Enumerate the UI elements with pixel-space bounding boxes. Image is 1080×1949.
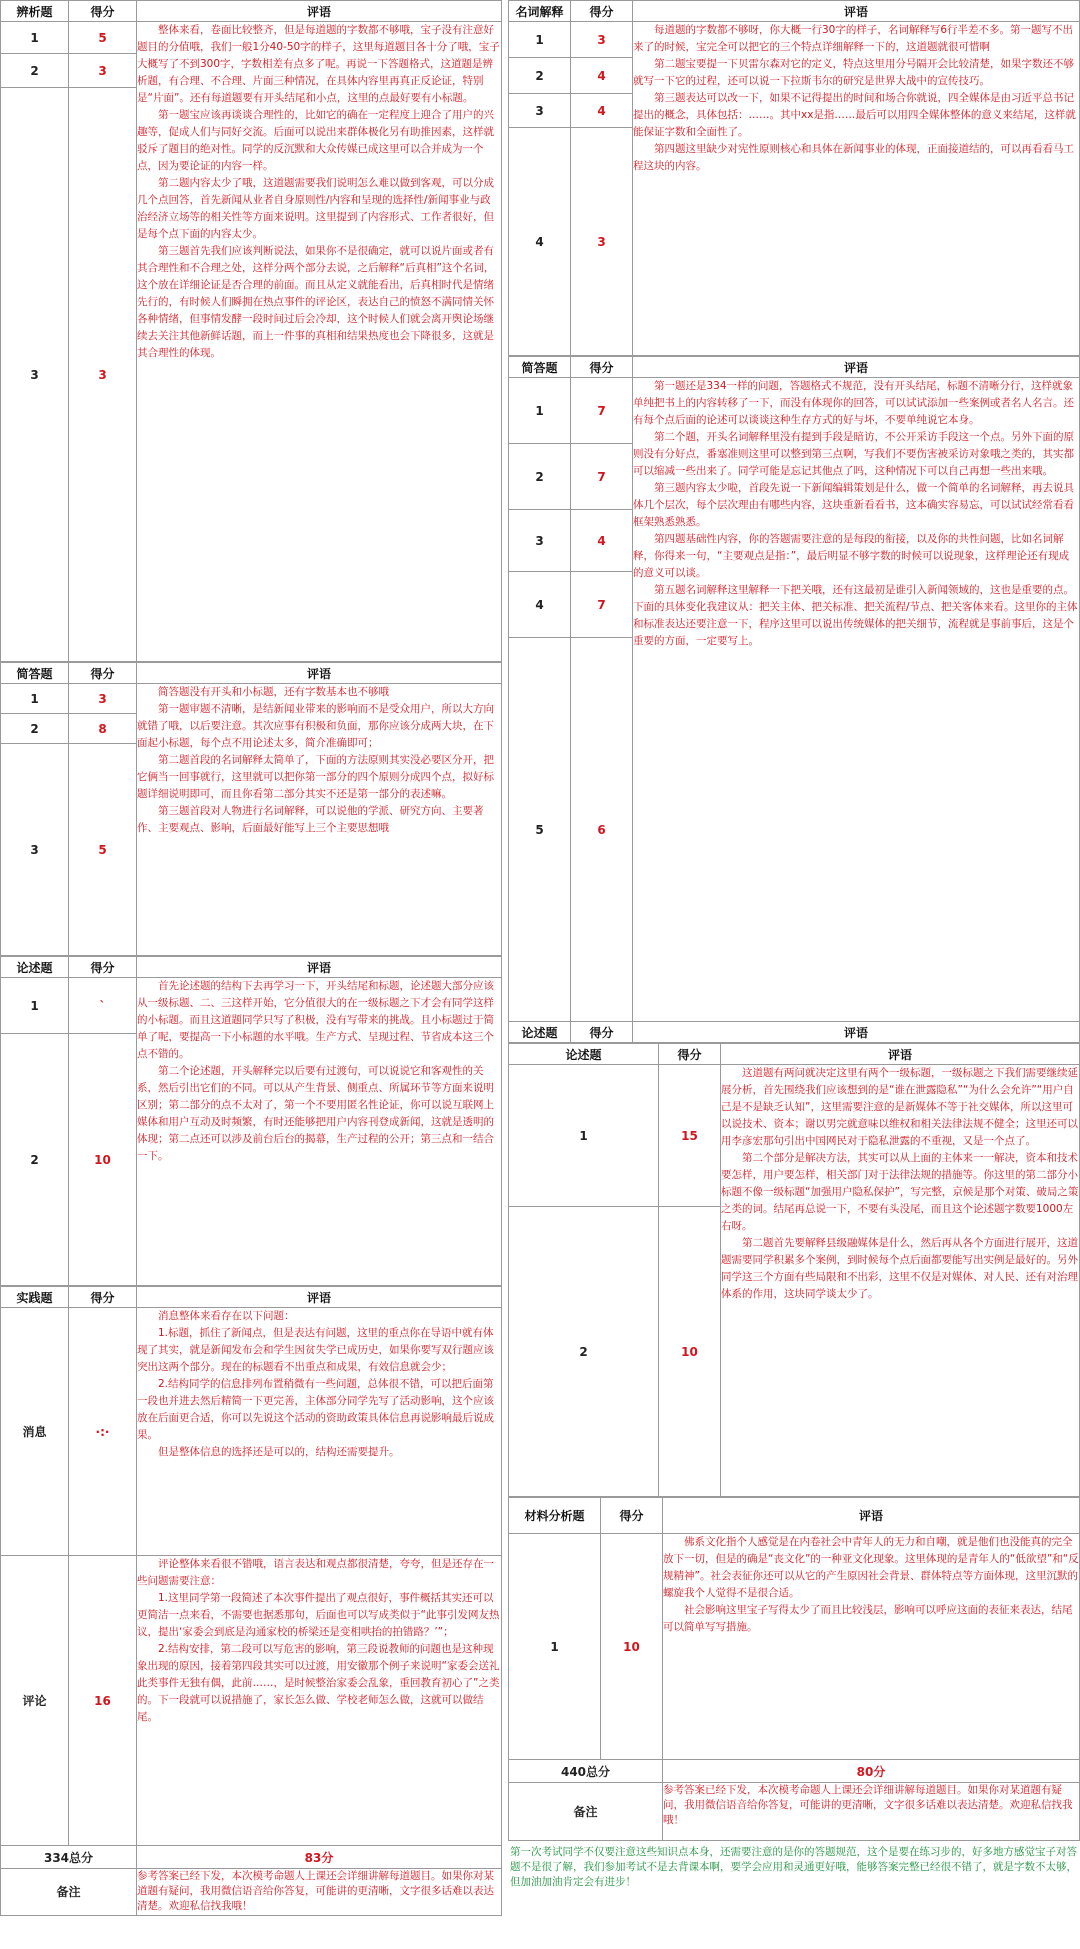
practice-comment-news <box>137 1308 502 1556</box>
total-value-440: 80分 <box>663 1760 1080 1783</box>
right-column <box>508 0 1080 1891</box>
short-left-item-3: 3 <box>1 744 69 956</box>
practice-commentary-p2: 1.这里同学第一段简述了本次事件提出了观点很好，事件概括其实还可以更简洁一点来看，不需要也据悉那句，后面也可以写成类似于“此事引发网友热议，提出‘家委会到底是沟通家校的桥梁还是变相哄抬的拍错路？’”； <box>137 1592 500 1638</box>
short-right-comment-p3: 第三题内容太少啦，首段先说一下新闻编辑策划是什么，做一个简单的名词解释，再去说具体几个层次，每个层次理由有哪些内容，这块重新看看书，这本确实容易忘，可以试试经常看看框架熟悉熟悉。 <box>633 482 1074 528</box>
essay-left-score-2: 10 <box>69 1034 137 1286</box>
essay-right-header-comment: 评语 <box>721 1044 1080 1065</box>
material-comment-p1: 佛系文化指个人感觉是在内卷社会中青年人的无力和自嘲，就是他们也没能真的完全放下一切，但是的确是“丧文化”的一种亚文化现象。这里体现的是青年人的“低欲望”和“反规精神”。社会表征你还可以从它的产生原因社会背景、群体特点等方面体现，这里沉默的螺旋我个人觉得不是很合适。 <box>663 1536 1079 1599</box>
practice-score-commentary: 16 <box>69 1556 137 1846</box>
essay-extra-header-score: 得分 <box>571 1022 633 1043</box>
terms-score-4: 3 <box>571 128 633 356</box>
essay-right-comment-p2: 第二个部分是解决方法，其实可以从上面的主体来一一解决，资本和技术要怎样，用户要怎样，相关部门对于法律法规的措施等。你这里的第二部分小标题不像一级标题“加强用户隐私保护”，写完整，京候是那个对策、破局之策之类的词。结尾再总说一下，不要有头没尾，而且这个论述题字数要1000左右呀。 <box>721 1152 1079 1232</box>
total-label-334: 334总分 <box>1 1846 137 1869</box>
analysis-item-1: 1 <box>1 22 69 54</box>
material-header-score: 得分 <box>601 1498 663 1534</box>
analysis-header-comment: 评语 <box>137 1 502 22</box>
practice-header-comment: 评语 <box>137 1287 502 1308</box>
essay-table-right <box>508 1043 1080 1497</box>
essay-left-score-1: ` <box>69 978 137 1034</box>
terms-comment-p2: 第二题宝要提一下贝雷尔森对它的定义，特点这里用分号隔开会比较清楚，如果字数还不够就写一下它的过程，还可以说一下拉斯韦尔的研究是世界大战中的宣传技巧。 <box>633 58 1074 87</box>
essay-right-comment <box>721 1065 1080 1497</box>
practice-header-item: 实践题 <box>1 1287 69 1308</box>
terms-score-2: 4 <box>571 58 633 94</box>
essay-left-comment-p2: 第二个论述题，开头解释完以后要有过渡句，可以说说它和客观性的关系，然后引出它们的不同。可以从产生背景、侧重点、所属环节等方面来说明区别；第二部分的点不太对了，第一个不要用匿名性论证，你可以说互联网上媒体和用户互动及时频繁，有时还能够把用户内容刊登成新闻，这就是透明的体现；第二点还可以涉及前台后台的揭幕，生产过程的公开；第三点和一结合一下。 <box>137 1065 494 1162</box>
essay-right-header-item: 论述题 <box>509 1044 659 1065</box>
practice-header-score: 得分 <box>69 1287 137 1308</box>
practice-comment-commentary <box>137 1556 502 1846</box>
short-right-score-5: 6 <box>571 638 633 1022</box>
terms-comment-p1: 每道题的字数都不够呀，你大概一行30字的样子，名词解释写6行半差不多。第一题写不出来了的时候，宝完全可以把它的三个特点详细解释一下的，这道题就很可惜啊 <box>633 24 1074 53</box>
essay-table-left <box>0 956 502 1286</box>
analysis-comment-p2: 第一题宝应该再谈谈合理性的，比如它的确在一定程度上迎合了用户的兴趣等，促成人们与同好交流。后面可以说出来群体极化另有助推因素，这样就驳斥了题目的绝对性。同学的反沉默和大众传媒已成这里可以合并成为一个点，因为要论证的内容一样。 <box>137 109 494 172</box>
analysis-comment-p4: 第三题首先我们应该判断说法，如果你不是很确定，就可以说片面或者有其合理性和不合理之处，这样分两个部分去说，之后解释“后真相”这个名词，这个放在详细论证是否合理的前面。而且从定义就能看出，后真相时代是情绪先行的，有时候人们瞬拥在热点事件的评论区，表达自己的愤怒不满同情关怀各种情绪，但事情发酵一段时间过后会冷却，这个时候人们就会离开舆论场继续去关注其他新鲜话题，而上一件事的真相和结果热度也会下降很多，这就是其合理性的体现。 <box>137 245 495 359</box>
practice-table <box>0 1286 502 1916</box>
analysis-header-item: 辨析题 <box>1 1 69 22</box>
essay-right-comment-p1: 这道题有两问就决定这里有两个一级标题，一级标题之下我们需要继续延展分析，首先围绕我们应该想到的是“谁在泄露隐私”“为什么会允许”“用户自己是不是缺乏认知”，这里需要注意的是新媒体不等于社交媒体，所以这里可以说技术、资本；谢以男完就意味以维权和相关法律法规不健全；这里还可以用李彦宏那句引出中国网民对于隐私泄露的不重视，又是一个点了。 <box>721 1067 1078 1147</box>
short-right-comment-p4: 第四题基础性内容，你的答题需要注意的是每段的衔接，以及你的共性问题，比如名词解释，你得来一句，“主要观点是指：”，最后明显不够字数的时候可以说现象，这样理论还有现成的意义可以谈。 <box>633 533 1070 579</box>
analysis-comment-p3: 第二题内容太少了哦，这道题需要我们说明怎么难以做到客观，可以分成几个点回答，首先新闻从业者自身原则性/内容和呈现的选择性/新闻事业与政治经济立场等的相关性等方面来说明。这里提到了内容形式、工作者很好，但是每个点下面的内容太少。 <box>137 177 494 240</box>
analysis-comment <box>137 22 502 662</box>
essay-left-comment-p1: 首先论述题的结构下去再学习一下，开头结尾和标题，论述题大部分应该从一级标题、二、三这样开始，它分值很大的在一级标题之下才会有同学这样的小标题。而且这道题同学只写了积极，没有写带来的挑战。且小标题过于简单了呢，要提高一下小标题的水平哦。生产方式、呈现过程、节省成本这三个点不错的。 <box>137 980 494 1060</box>
short-right-item-5: 5 <box>509 638 571 1022</box>
terms-header-comment: 评语 <box>633 1 1080 22</box>
short-right-comment-p1: 第一题还是334一样的问题，答题格式不规范，没有开头结尾，标题不清晰分行，这样就象单纯把书上的内容转移了一下，而没有体现你的回答，可以试试添加一些案例或者名人名言。还有每个点后面的论述可以谈谈这种生存方式的好与坏，不要单纯说它本身。 <box>633 380 1074 426</box>
practice-item-news: 消息 <box>1 1308 69 1556</box>
essay-left-header-score: 得分 <box>69 957 137 978</box>
analysis-score-1: 5 <box>69 22 137 54</box>
essay-right-comment-p3: 第二题首先要解释县级融媒体是什么，然后再从各个方面进行展开，这道题需要同学积累多个案例，到时候每个点后面都要能写出实例是最好的。另外同学这三个方面有些局限和不出彩，这里不仅是对媒体、对人民、还有对治理体系的作用，这块同学谈太少了。 <box>721 1237 1078 1300</box>
short-left-comment-p1: 简答题没有开头和小标题，还有字数基本也不够哦 <box>158 686 389 698</box>
short-right-item-4: 4 <box>509 572 571 638</box>
practice-commentary-p3: 2.结构安排，第二段可以写危害的影响，第三段说教师的问题也是这种现象出现的原因，接着第四段其实可以过渡，用安徽那个例子来说明“家委会送礼此类事件无独有偶，此前……，是时候整治家委会乱象，重回教育初心了”之类的。下一段就可以说措施了，家长怎么做、学校老师怎么做，这就可以做结尾。 <box>137 1643 500 1723</box>
short-left-comment-p3: 第二题首段的名词解释太简单了，下面的方法原则其实没必要区分开，把它俩当一回事就行，这里就可以把你第一部分的四个原则分成四个点，拟好标题详细说明即可，而且你看第二部分其实不还是第一部分的表述嘛。 <box>137 754 494 800</box>
essay-left-item-2: 2 <box>1 1034 69 1286</box>
terms-item-4: 4 <box>509 128 571 356</box>
material-item-1: 1 <box>509 1534 601 1760</box>
terms-item-2: 2 <box>509 58 571 94</box>
note-text-right: 参考答案已经下发，本次模考命题人上课还会详细讲解每道题目。如果你对某道题有疑问，我用微信语音给你答复，可能讲的更清晰，文字很多话难以表达清楚。欢迎私信找我哦！ <box>663 1783 1080 1841</box>
short-left-comment-p4: 第三题首段对人物进行名词解释，可以说他的学派、研究方向、主要著作、主要观点、影响，后面最好能写上三个主要思想哦 <box>137 805 484 834</box>
terms-item-3: 3 <box>509 94 571 128</box>
short-right-comment-p2: 第二个题，开头名词解释里没有提到手段是暗访，不公开采访手段这一个点。另外下面的原则没有分好点，番塞准则这里可以整到第三点啊，写我们不要伤害被采访对象哦之类的，其实都可以缩减一些出来了。同学可能是忘记其他点了吗，这种情况下可以自己再想一些出来哦。 <box>633 431 1074 477</box>
terms-header-score: 得分 <box>571 1 633 22</box>
essay-left-header-item: 论述题 <box>1 957 69 978</box>
essay-right-header-score: 得分 <box>659 1044 721 1065</box>
essay-right-item-2: 2 <box>509 1207 659 1497</box>
note-label-left: 备注 <box>1 1869 137 1916</box>
short-left-header-item: 简答题 <box>1 663 69 684</box>
short-left-item-1: 1 <box>1 684 69 714</box>
practice-news-p2: 1.标题，抓住了新闻点，但是表达有问题，这里的重点你在导语中就有体现了其实，就是新闻发布会和学生因贫失学已成历史，如果你要写双行题应该突出这两个部分。现在的标题看不出重点和成果，有效信息就会少； <box>137 1327 494 1373</box>
terms-header-item: 名词解释 <box>509 1 571 22</box>
total-value-334: 83分 <box>137 1846 502 1869</box>
terms-comment-p4: 第四题这里缺少对宪性原则核心和具体在新闻事业的体现，正面接道结的，可以再看看马工程这块的内容。 <box>633 143 1074 172</box>
total-label-440: 440总分 <box>509 1760 663 1783</box>
short-left-comment-p2: 第一题审题不清晰，是结新闻业带来的影响而不是受众用户，所以大方向就错了哦，以后要注意。其次应事有积极和负面，那你应该分成两大块，在下面起小标题，每个点不用论述太多，简介准确即可； <box>137 703 494 749</box>
short-right-comment <box>633 378 1080 1022</box>
analysis-header-score: 得分 <box>69 1 137 22</box>
practice-item-commentary: 评论 <box>1 1556 69 1846</box>
material-header-item: 材料分析题 <box>509 1498 601 1534</box>
short-left-score-1: 3 <box>69 684 137 714</box>
material-score-1: 10 <box>601 1534 663 1760</box>
analysis-comment-p1: 整体来看，卷面比较整齐，但是每道题的字数都不够哦，宝子没有注意好题目的分值哦，我们一般1分40-50字的样子，这里每道题目各十分了哦，宝子大概写了不到300字，字数相差有点多了呢。再说一下答题格式，这道题是辨析题，有合理、不合理、片面三种情况，在具体内容里再真正反论证，特别是“片面”。还有每道题要有开头结尾和小点，这里的点最好要有小标题。 <box>137 24 500 104</box>
practice-score-news: ·:· <box>69 1308 137 1556</box>
short-left-item-2: 2 <box>1 714 69 744</box>
analysis-item-2: 2 <box>1 54 69 88</box>
short-left-header-score: 得分 <box>69 663 137 684</box>
short-right-item-1: 1 <box>509 378 571 444</box>
terms-comment-p3: 第三题表达可以改一下，如果不记得提出的时间和场合你就说，四全媒体是由习近平总书记提出的概念，具体包括：……。其中xx是指……最后可以用四全媒体整体的意义来结尾，这样就能保证字数和全面性了。 <box>633 92 1076 138</box>
essay-extra-header-comment: 评语 <box>633 1022 1080 1043</box>
essay-extra-header-item: 论述题 <box>509 1022 571 1043</box>
material-header-comment: 评语 <box>663 1498 1080 1534</box>
material-comment-p2: 社会影响这里宝子写得太少了而且比较浅层，影响可以呼应这面的表征来表达，结尾可以简单写写措施。 <box>663 1604 1073 1633</box>
short-table-left <box>0 662 502 956</box>
terms-table <box>508 0 1080 356</box>
terms-score-3: 4 <box>571 94 633 128</box>
material-table <box>508 1497 1080 1841</box>
short-right-item-3: 3 <box>509 510 571 572</box>
short-left-header-comment: 评语 <box>137 663 502 684</box>
essay-left-comment <box>137 978 502 1286</box>
essay-left-header-comment: 评语 <box>137 957 502 978</box>
short-right-comment-p5: 第五题名词解释这里解释一下把关哦，还有这最初是谁引入新闻领域的，这也是重要的点。下面的具体变化我建议从：把关主体、把关标准、把关流程/节点、把关客体来看。这里你的主体和标准表达还要注意一下，程序这里可以说出传统媒体的把关细节，流程就是事前事后，这是个重要的方面，一定要写上。 <box>633 584 1078 647</box>
analysis-score-3: 3 <box>69 88 137 662</box>
analysis-item-3: 3 <box>1 88 69 662</box>
note-text-left: 参考答案已经下发，本次模考命题人上课还会详细讲解每道题目。如果你对某道题有疑问，我用微信语音给你答复，可能讲的更清晰，文字很多话难以表达清楚。欢迎私信找我哦！ <box>137 1869 502 1916</box>
short-right-score-2: 7 <box>571 444 633 510</box>
short-left-score-2: 8 <box>69 714 137 744</box>
short-table-right <box>508 356 1080 1043</box>
left-column <box>0 0 502 1916</box>
terms-item-1: 1 <box>509 22 571 58</box>
material-comment <box>663 1534 1080 1760</box>
essay-right-item-1: 1 <box>509 1065 659 1207</box>
short-left-score-3: 5 <box>69 744 137 956</box>
practice-news-p4: 但是整体信息的选择还是可以的，结构还需要提升。 <box>158 1446 400 1458</box>
terms-score-1: 3 <box>571 22 633 58</box>
analysis-table <box>0 0 502 662</box>
essay-right-score-2: 10 <box>659 1207 721 1497</box>
short-right-header-comment: 评语 <box>633 357 1080 378</box>
note-label-right: 备注 <box>509 1783 663 1841</box>
practice-news-p1: 消息整体来看存在以下问题： <box>158 1310 295 1322</box>
closing-remark: 第一次考试同学不仅要注意这些知识点本身，还需要注意的是你的答题规范，这个是要在练习步的，好多地方感觉宝子对答题不是很了解，我们参加考试不是去背课本啊，要学会应用和灵通更好哦，能够答案完整已经很不错了，就是字数不太够，但加油加油肯定会有进步！ <box>510 1846 1077 1889</box>
terms-comment <box>633 22 1080 356</box>
analysis-score-2: 3 <box>69 54 137 88</box>
essay-left-item-1: 1 <box>1 978 69 1034</box>
short-right-score-1: 7 <box>571 378 633 444</box>
practice-commentary-p1: 评论整体来看很不错哦，语言表达和观点都很清楚，夸夸，但是还存在一些问题需要注意： <box>137 1558 494 1587</box>
short-right-item-2: 2 <box>509 444 571 510</box>
short-right-score-4: 7 <box>571 572 633 638</box>
essay-right-score-1: 15 <box>659 1065 721 1207</box>
practice-news-p3: 2.结构同学的信息排列布置稍微有一些问题，总体很不错，可以把后面第一段也并进去然后精简一下更完善，主体部分同学先写了活动影响，这个应该放在后面更合适，你可以先说这个活动的资助政策具体信息再说影响最后说成果。 <box>137 1378 494 1441</box>
short-right-header-item: 简答题 <box>509 357 571 378</box>
short-right-header-score: 得分 <box>571 357 633 378</box>
short-right-score-3: 4 <box>571 510 633 572</box>
short-left-comment <box>137 684 502 956</box>
